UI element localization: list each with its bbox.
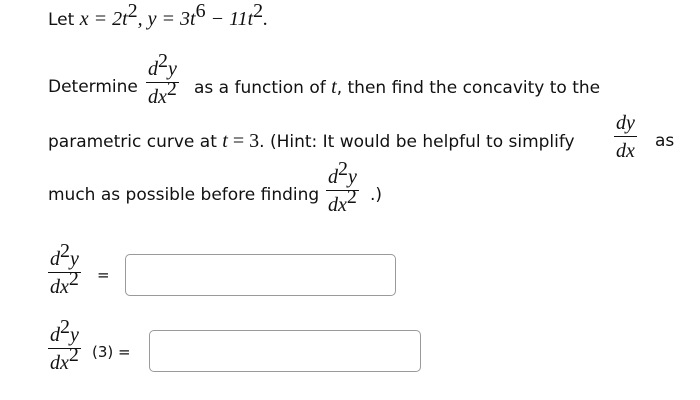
- first-derivative-fraction: dy dx: [616, 112, 635, 163]
- line-4-text: much as possible before finding: [48, 185, 320, 205]
- determine-label: Determine: [48, 77, 138, 97]
- answer-2-argument: (3) =: [92, 343, 131, 361]
- line-2-text: as a function of t, then find the concavity to the: [194, 76, 601, 98]
- second-derivative-fraction: $d^2y$ $dx^2$: [148, 50, 177, 109]
- line-4-end: .): [370, 185, 383, 205]
- problem-statement-line-1: Let $x = 2t^2$, $y = 3t^6 - 11t^2$.: [48, 0, 269, 30]
- answer-2-label-fraction: $d^2y$ $dx^2$: [50, 316, 79, 375]
- x-equation: $x = 2t^2$: [79, 0, 138, 30]
- answer-1-equals: =: [97, 266, 110, 284]
- answer-1-label-fraction: $d^2y$ $dx^2$: [50, 240, 79, 299]
- as-label: as: [655, 131, 675, 151]
- answer-2-input[interactable]: [149, 330, 421, 372]
- let-label: Let: [48, 10, 75, 30]
- y-equation: $y = 3t^6 - 11t^2$.: [147, 0, 269, 30]
- line-3-text: parametric curve at t = 3. (Hint: It would be helpful to simplify: [48, 130, 575, 152]
- second-derivative-fraction-hint: $d^2y$ $dx^2$: [328, 158, 357, 217]
- answer-1-input[interactable]: [125, 254, 396, 296]
